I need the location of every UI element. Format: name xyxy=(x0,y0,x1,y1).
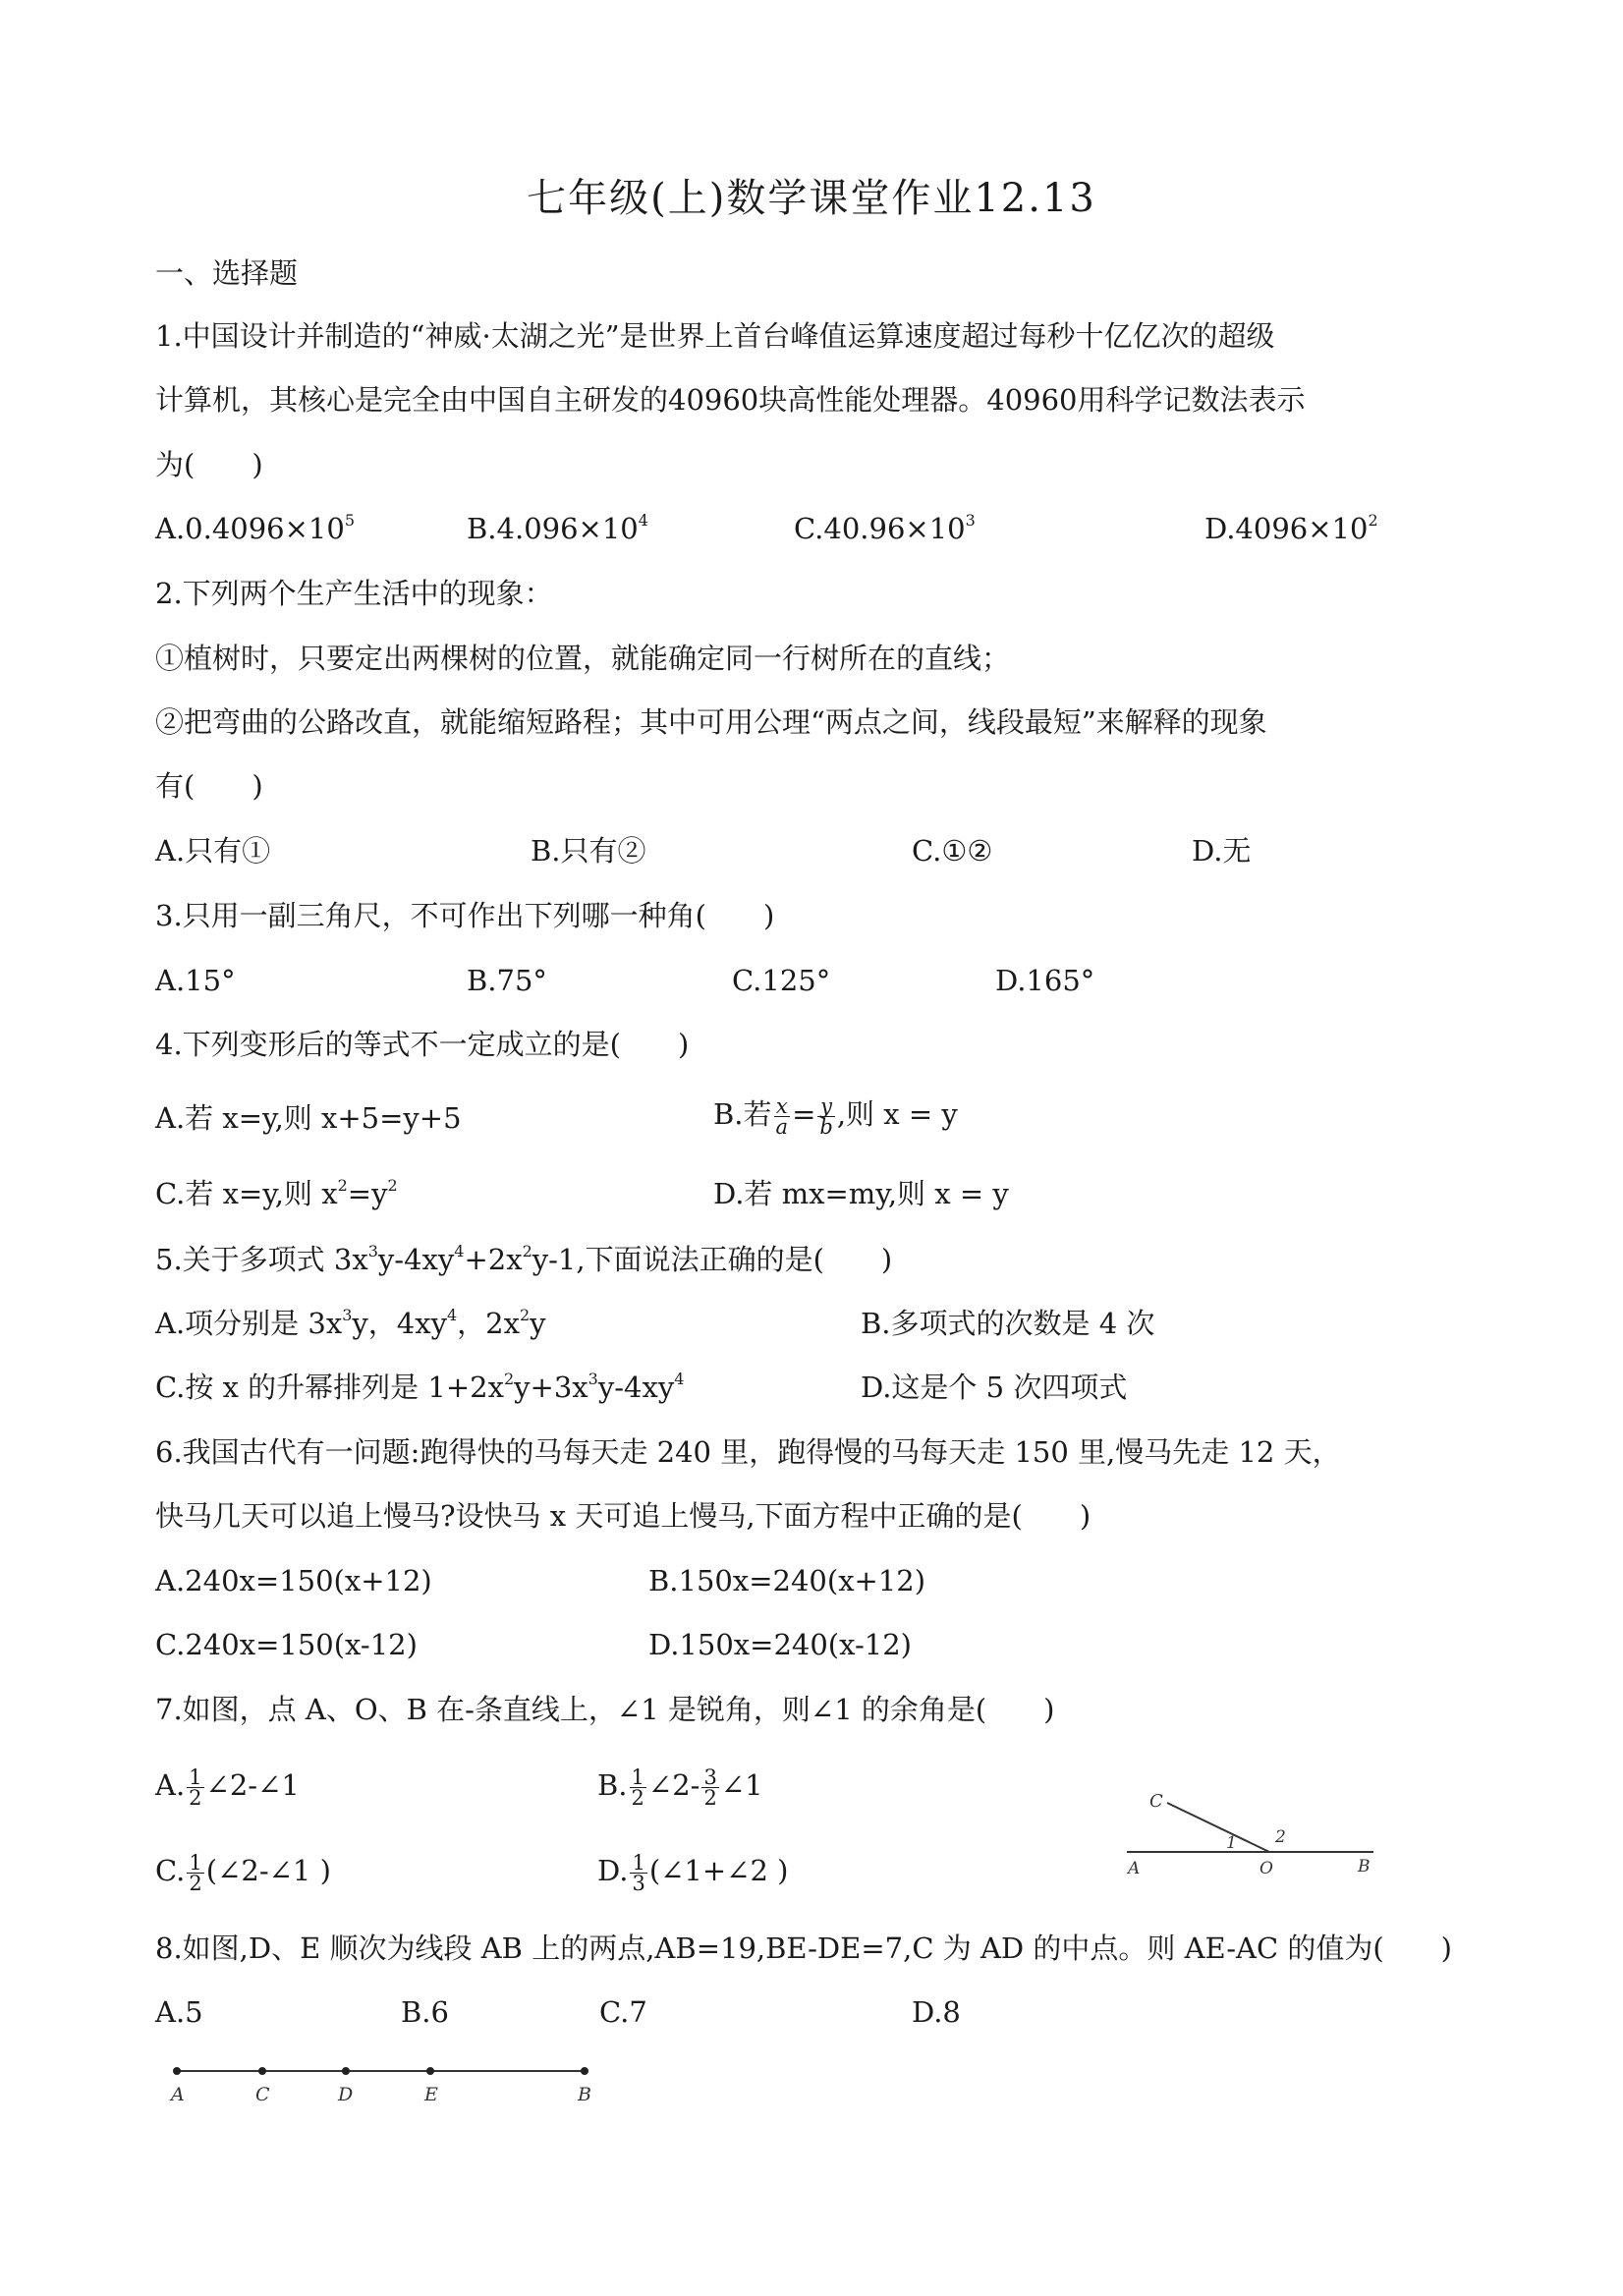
q7-label-b: B xyxy=(1358,1857,1371,1876)
q5-option-d: D.这是个 5 次四项式 xyxy=(861,1371,1128,1404)
q8-label-a: A xyxy=(171,2084,185,2105)
q8-option-a: A.5 xyxy=(155,1995,203,2029)
q3-option-c: C.125° xyxy=(732,964,831,997)
q8-label-d: D xyxy=(338,2084,354,2105)
q4-fraction-y-over-b xyxy=(817,1093,834,1139)
q4-fraction-numerator-y: y xyxy=(817,1096,834,1117)
q1-option-c xyxy=(794,509,976,548)
q7-option-c xyxy=(155,1851,331,1893)
q7-option-b-middle: ∠2- xyxy=(647,1768,700,1802)
q8-point-a xyxy=(173,2067,181,2075)
q7-option-b-fraction-1 xyxy=(630,1764,646,1810)
q7-option-b-fraction-2 xyxy=(701,1764,718,1810)
q8-option-b: B.6 xyxy=(401,1995,449,2029)
q3-stem: 3.只用一副三角尺，不可作出下列哪一种角( ) xyxy=(155,899,775,932)
q6-option-c: C.240x=150(x-12) xyxy=(155,1628,418,1661)
q8-label-c: C xyxy=(255,2084,270,2105)
q7-option-b-expression: ∠1 xyxy=(720,1768,763,1802)
q5-option-c-text-3: y-4xy xyxy=(597,1371,675,1404)
q7-label-c: C xyxy=(1149,1791,1163,1812)
q2-stem-line-2: ①植树时，只要定出两棵树的位置，就能确定同一行树所在的直线； xyxy=(155,642,1011,675)
q2-stem-line-3: ②把弯曲的公路改直，就能缩短路程；其中可用公理“两点之间，线段最短”来解释的现象 xyxy=(155,705,1267,739)
q7-option-d-fraction xyxy=(630,1850,646,1895)
q5-option-a-exponent-1: 3 xyxy=(342,1306,353,1324)
q5-stem-text-2: y-4xy xyxy=(377,1243,455,1276)
q4-option-b-suffix: ,则 x = y xyxy=(836,1097,958,1131)
q7-option-c-numerator: 1 xyxy=(189,1850,202,1875)
q6-option-b: B.150x=240(x+12) xyxy=(648,1564,926,1597)
section-heading: 一、选择题 xyxy=(155,256,299,290)
q1-option-d xyxy=(1204,509,1378,548)
q1-option-c-text: C.40.96×10 xyxy=(794,512,966,545)
q5-option-a-exponent-2: 4 xyxy=(446,1306,458,1324)
q7-option-b-numerator-2: 3 xyxy=(703,1764,717,1789)
q4-option-b xyxy=(713,1094,958,1137)
q7-label-angle-1: 1 xyxy=(1226,1833,1237,1853)
q5-stem-text-4: y-1,下面说法正确的是( ) xyxy=(532,1243,893,1276)
q7-option-a-expression: ∠2-∠1 xyxy=(205,1768,300,1802)
q8-label-b: B xyxy=(578,2084,591,2105)
q8-label-e: E xyxy=(424,2084,438,2105)
q1-option-b-exponent: 4 xyxy=(638,511,648,530)
q4-stem: 4.下列变形后的等式不一定成立的是( ) xyxy=(155,1028,690,1061)
q2-option-a: A.只有① xyxy=(155,834,271,868)
q7-ray-oc xyxy=(1167,1803,1269,1852)
q7-label-angle-2: 2 xyxy=(1275,1827,1286,1847)
q4-option-d: D.若 mx=my,则 x = y xyxy=(713,1177,1009,1210)
q4-fraction-numerator-x: x xyxy=(774,1096,791,1117)
q8-option-c: C.7 xyxy=(599,1995,647,2029)
q5-option-a-text-2: y，4xy xyxy=(352,1307,447,1340)
q7-option-d xyxy=(597,1851,788,1893)
q4-fraction-denominator-a: a xyxy=(775,1114,789,1139)
q5-option-c-exponent-2: 3 xyxy=(588,1370,598,1388)
q7-stem: 7.如图，点 A、O、B 在-条直线上，∠1 是锐角，则∠1 的余角是( ) xyxy=(155,1693,1055,1726)
q2-stem-line-1: 2.下列两个生产生活中的现象： xyxy=(155,577,553,610)
q5-option-c-exponent-1: 2 xyxy=(503,1370,515,1388)
q5-option-a-exponent-3: 2 xyxy=(519,1306,531,1324)
q7-option-d-denominator: 3 xyxy=(632,1871,645,1895)
q4-option-c xyxy=(155,1174,398,1213)
q5-option-a-text-1: A.项分别是 3x xyxy=(155,1307,343,1340)
q4-option-b-prefix: B.若 xyxy=(713,1097,772,1131)
q5-stem-text-3: +2x xyxy=(464,1243,523,1276)
q8-stem: 8.如图,D、E 顺次为线段 AB 上的两点,AB=19,BE-DE=7,C 为 AD 的中点。则 AE-AC 的值为( ) xyxy=(155,1932,1452,1965)
q7-option-d-letter: D. xyxy=(597,1854,629,1887)
q1-option-c-exponent: 3 xyxy=(965,511,976,530)
q1-option-b-text: B.4.096×10 xyxy=(467,512,639,545)
q6-option-a: A.240x=150(x+12) xyxy=(155,1564,432,1597)
q6-option-d: D.150x=240(x-12) xyxy=(648,1628,912,1661)
q7-option-a-denominator: 2 xyxy=(189,1785,202,1810)
q1-option-d-exponent: 2 xyxy=(1368,511,1378,530)
q1-option-b xyxy=(467,509,648,548)
q7-option-a-numerator: 1 xyxy=(189,1764,202,1789)
q5-option-a-text-3: ，2x xyxy=(457,1307,520,1340)
q5-option-c-exponent-3: 4 xyxy=(674,1370,685,1388)
q4-fraction-x-over-a xyxy=(774,1093,791,1139)
q1-option-a-exponent: 5 xyxy=(344,511,356,530)
q7-option-d-numerator: 1 xyxy=(632,1850,645,1875)
q2-option-d: D.无 xyxy=(1192,834,1252,868)
q5-option-a-text-4: y xyxy=(530,1307,546,1340)
q8-segment-figure xyxy=(157,2053,609,2132)
q5-option-c xyxy=(155,1368,684,1407)
q8-point-d xyxy=(342,2067,350,2075)
q1-stem-line-3: 为( ) xyxy=(155,448,263,481)
q7-option-d-expression: (∠1+∠2 ) xyxy=(648,1854,789,1887)
q7-option-a-letter: A. xyxy=(155,1768,186,1802)
q7-option-a-fraction xyxy=(187,1764,203,1810)
q8-point-b xyxy=(581,2067,588,2075)
q6-stem-line-2: 快马几天可以追上慢马?设快马 x 天可追上慢马,下面方程中正确的是( ) xyxy=(155,1499,1091,1533)
q4-fraction-denominator-b: b xyxy=(819,1114,833,1139)
q7-option-c-letter: C. xyxy=(155,1854,186,1887)
q5-stem-exponent-2: 4 xyxy=(454,1242,465,1260)
q7-option-b-letter: B. xyxy=(597,1768,628,1802)
q1-stem-line-1: 1.中国设计并制造的“神威·太湖之光”是世界上首台峰值运算速度超过每秒十亿亿次的超级 xyxy=(155,319,1275,353)
q7-angle-figure xyxy=(1110,1783,1385,1876)
q4-option-c-text-2: =y xyxy=(347,1177,388,1210)
q1-option-a-text: A.0.4096×10 xyxy=(155,512,345,545)
q5-option-b: B.多项式的次数是 4 次 xyxy=(861,1307,1155,1340)
q1-option-a xyxy=(155,509,355,548)
q7-option-b-denominator-2: 2 xyxy=(703,1785,717,1810)
q2-stem-line-4: 有( ) xyxy=(155,769,263,803)
q5-option-c-text-1: C.按 x 的升幂排列是 1+2x xyxy=(155,1371,504,1404)
q1-option-d-text: D.4096×10 xyxy=(1204,512,1369,545)
q5-option-c-text-2: y+3x xyxy=(514,1371,588,1404)
q5-option-a xyxy=(155,1304,546,1343)
q7-option-b xyxy=(597,1765,763,1808)
q8-point-c xyxy=(258,2067,266,2075)
q2-option-b: B.只有② xyxy=(531,834,646,868)
q7-option-a xyxy=(155,1765,300,1808)
q7-label-a: A xyxy=(1128,1859,1141,1876)
q5-stem xyxy=(155,1240,892,1279)
q7-option-c-expression: (∠2-∠1 ) xyxy=(205,1854,331,1887)
q7-option-c-denominator: 2 xyxy=(189,1871,202,1895)
q7-option-c-fraction xyxy=(187,1850,203,1895)
q5-stem-text-1: 5.关于多项式 3x xyxy=(155,1243,368,1276)
q2-option-c: C.①② xyxy=(912,834,993,868)
q3-option-b: B.75° xyxy=(467,964,547,997)
q4-option-c-exponent-1: 2 xyxy=(337,1176,348,1195)
q7-option-b-numerator-1: 1 xyxy=(631,1764,644,1789)
q4-option-c-text-1: C.若 x=y,则 x xyxy=(155,1177,338,1210)
page-title: 七年级(上)数学课堂作业12.13 xyxy=(527,176,1096,221)
q5-stem-exponent-1: 3 xyxy=(367,1242,378,1260)
q3-option-d: D.165° xyxy=(995,964,1095,997)
q5-stem-exponent-3: 2 xyxy=(522,1242,532,1260)
q7-label-o: O xyxy=(1259,1859,1273,1876)
q8-option-d: D.8 xyxy=(912,1995,961,2029)
q6-stem-line-1: 6.我国古代有一问题:跑得快的马每天走 240 里，跑得慢的马每天走 150 里,慢马先走 12 天， xyxy=(155,1435,1341,1469)
q1-stem-line-2: 计算机，其核心是完全由中国自主研发的40960块高性能处理器。40960用科学记数法表示 xyxy=(155,383,1306,417)
q4-option-b-equals: = xyxy=(792,1097,816,1131)
q4-option-a: A.若 x=y,则 x+5=y+5 xyxy=(155,1101,462,1135)
q7-option-b-denominator-1: 2 xyxy=(631,1785,644,1810)
q8-point-e xyxy=(426,2067,434,2075)
q3-option-a: A.15° xyxy=(155,964,236,997)
q4-option-c-exponent-2: 2 xyxy=(387,1176,398,1195)
